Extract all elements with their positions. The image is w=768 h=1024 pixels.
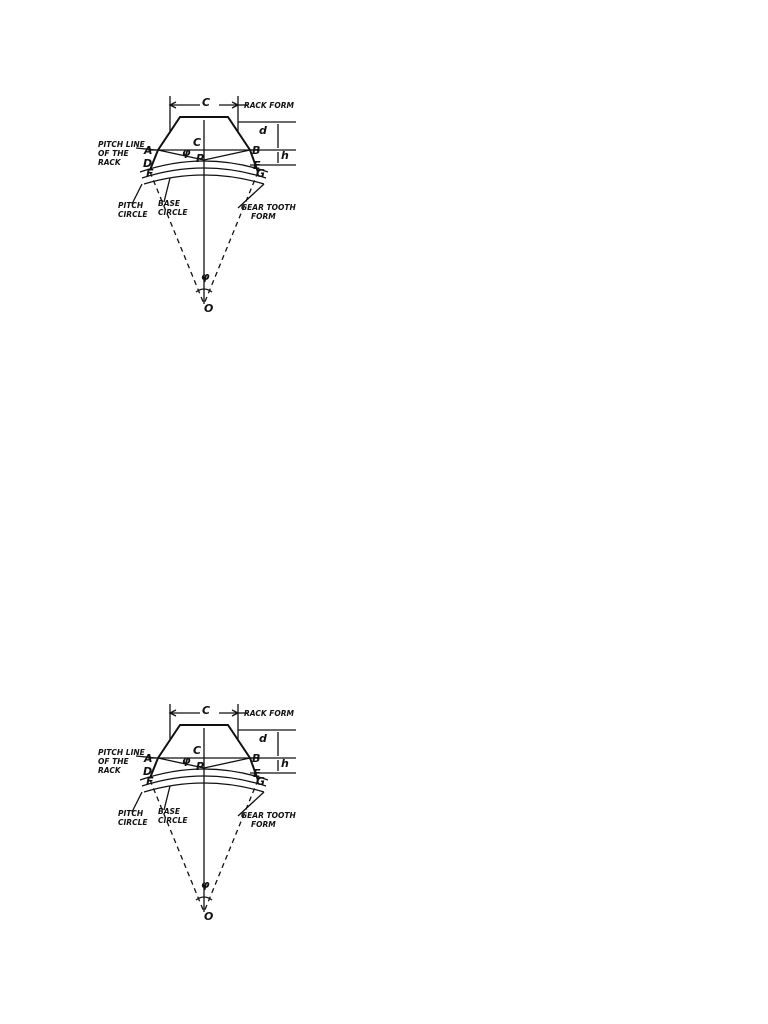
svg-text:PITCH LINE: PITCH LINE xyxy=(98,748,145,757)
label-phi-2: φ xyxy=(201,270,210,283)
svg-text:C: C xyxy=(193,744,202,757)
label-phi-1: φ xyxy=(182,146,191,159)
svg-text:OF THE: OF THE xyxy=(98,757,129,766)
label-h: h xyxy=(281,149,289,162)
svg-text:P: P xyxy=(196,760,205,773)
svg-text:h: h xyxy=(281,757,289,770)
svg-text:PITCH LINE: PITCH LINE xyxy=(98,140,145,149)
svg-text:BASE: BASE xyxy=(158,199,181,208)
label-d: d xyxy=(259,124,267,137)
svg-text:φ: φ xyxy=(182,754,191,767)
svg-text:CIRCLE: CIRCLE xyxy=(118,210,148,219)
svg-text:PITCH: PITCH xyxy=(118,201,144,210)
svg-text:RACK FORM: RACK FORM xyxy=(244,709,295,718)
svg-text:PITCH: PITCH xyxy=(118,809,144,818)
svg-text:D: D xyxy=(143,157,153,170)
label-rack-form: RACK FORM xyxy=(244,101,295,110)
svg-text:D: D xyxy=(143,765,153,778)
svg-text:GEAR TOOTH: GEAR TOOTH xyxy=(241,811,296,820)
svg-text:RACK: RACK xyxy=(98,158,121,167)
gear-tooth-figure-repeat xyxy=(88,700,318,926)
svg-text:C: C xyxy=(202,704,211,717)
svg-text:E: E xyxy=(253,159,261,172)
svg-text:F: F xyxy=(146,775,154,788)
label-b: B xyxy=(252,144,261,157)
gear-tooth-figure xyxy=(88,92,318,318)
label-c: C xyxy=(202,96,211,109)
svg-text:d: d xyxy=(259,732,267,745)
svg-text:O: O xyxy=(204,910,214,923)
label-a: A xyxy=(144,144,153,157)
svg-text:FORM: FORM xyxy=(251,212,276,221)
svg-text:CIRCLE: CIRCLE xyxy=(158,208,188,217)
svg-text:P: P xyxy=(196,152,205,165)
svg-text:G: G xyxy=(256,167,266,180)
svg-text:G: G xyxy=(256,775,266,788)
svg-text:GEAR TOOTH: GEAR TOOTH xyxy=(241,203,296,212)
svg-text:CIRCLE: CIRCLE xyxy=(118,818,148,827)
svg-text:F: F xyxy=(146,167,154,180)
svg-text:E: E xyxy=(253,767,261,780)
svg-text:A: A xyxy=(144,752,153,765)
svg-text:B: B xyxy=(252,752,261,765)
svg-text:CIRCLE: CIRCLE xyxy=(158,816,188,825)
label-c-point: C xyxy=(193,136,202,149)
svg-text:BASE: BASE xyxy=(158,807,181,816)
label-o: O xyxy=(204,302,214,315)
svg-text:φ: φ xyxy=(201,878,210,891)
svg-text:FORM: FORM xyxy=(251,820,276,829)
svg-text:RACK: RACK xyxy=(98,766,121,775)
svg-text:OF THE: OF THE xyxy=(98,149,129,158)
